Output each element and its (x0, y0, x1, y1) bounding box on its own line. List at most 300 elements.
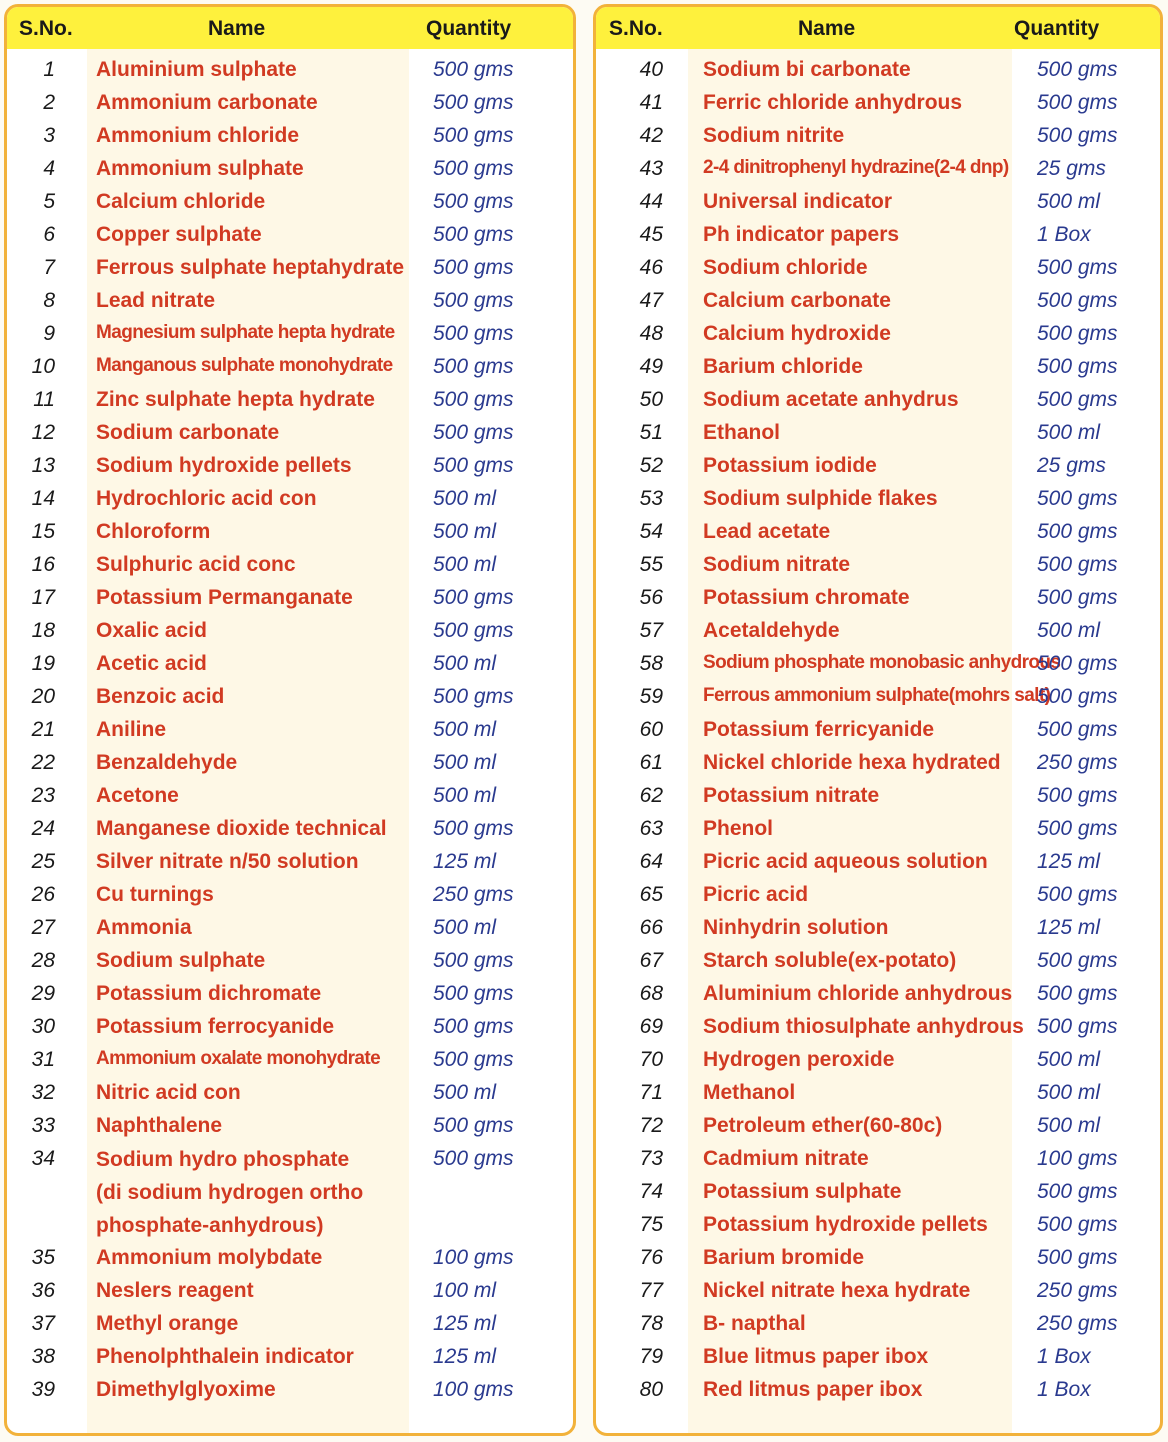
row-quantity: 500 gms (1037, 124, 1118, 147)
row-sno: 41 (639, 91, 663, 114)
row-quantity: 500 ml (433, 718, 497, 741)
table-row (7, 450, 573, 483)
row-name: Aluminium chloride anhydrous (703, 982, 1013, 1005)
row-quantity: 500 gms (1037, 487, 1118, 510)
row-name: Ammonia (96, 916, 192, 939)
table-row (7, 384, 573, 417)
row-sno: 44 (639, 190, 663, 213)
row-name: Sodium carbonate (96, 421, 280, 444)
row-sno: 22 (31, 751, 55, 774)
row-quantity: 250 gms (1037, 1279, 1118, 1302)
table-row (7, 186, 573, 219)
row-quantity: 500 gms (1037, 388, 1118, 411)
row-quantity: 500 ml (1037, 1081, 1101, 1104)
row-sno: 47 (639, 289, 663, 312)
header-quantity: Quantity (426, 17, 512, 40)
row-name: Barium chloride (703, 355, 863, 378)
row-sno: 6 (43, 223, 55, 246)
chemical-table-left (4, 4, 576, 1436)
row-quantity: 500 gms (1037, 883, 1118, 906)
table-body (596, 54, 1160, 1407)
row-quantity: 500 gms (433, 619, 514, 642)
row-sno: 13 (31, 454, 55, 477)
row-sno: 8 (43, 289, 55, 312)
row-sno: 55 (639, 553, 663, 576)
table-row (596, 153, 1160, 186)
table-row (7, 549, 573, 582)
row-name: Acetone (96, 784, 179, 807)
row-quantity: 500 gms (1037, 58, 1118, 81)
row-name: Sodium nitrite (703, 124, 845, 147)
row-name: Nickel nitrate hexa hydrate (703, 1279, 971, 1302)
table-row (7, 1374, 573, 1407)
table-row (7, 813, 573, 846)
row-name: Acetic acid (96, 652, 207, 675)
table-row (7, 1110, 573, 1143)
row-quantity: 500 gms (433, 190, 514, 213)
table-row (596, 318, 1160, 351)
row-quantity: 125 ml (433, 850, 497, 873)
table-row (596, 879, 1160, 912)
row-sno: 71 (639, 1081, 663, 1104)
table-row (7, 615, 573, 648)
row-name-line: Sodium hydro phosphate (96, 1148, 350, 1171)
table-row (7, 1143, 573, 1242)
row-name: Ammonium sulphate (96, 157, 304, 180)
table-row (7, 879, 573, 912)
row-name: Ph indicator papers (703, 223, 900, 246)
table-row (7, 912, 573, 945)
row-quantity: 500 gms (433, 1015, 514, 1038)
row-name: Methanol (703, 1081, 796, 1104)
row-name: Sodium hydroxide pellets (96, 454, 352, 477)
row-sno: 46 (639, 256, 663, 279)
row-name: Universal indicator (703, 190, 893, 213)
table-row (596, 186, 1160, 219)
table-row (596, 912, 1160, 945)
row-name: Phenolphthalein indicator (96, 1345, 354, 1368)
row-sno: 64 (639, 850, 663, 873)
row-sno: 78 (639, 1312, 663, 1335)
table-row (596, 615, 1160, 648)
row-name: Potassium hydroxide pellets (703, 1213, 988, 1236)
row-quantity: 500 gms (433, 58, 514, 81)
row-name: Sodium sulphide flakes (703, 487, 938, 510)
table-row (7, 714, 573, 747)
row-quantity: 250 gms (1037, 1312, 1118, 1335)
row-sno: 14 (31, 487, 55, 510)
row-quantity: 500 gms (433, 1048, 514, 1071)
row-name: Sodium nitrate (703, 553, 851, 576)
row-quantity: 1 Box (1037, 1345, 1091, 1368)
table-row (596, 747, 1160, 780)
row-sno: 53 (639, 487, 663, 510)
row-name: Silver nitrate n/50 solution (96, 850, 359, 873)
table-row (596, 1209, 1160, 1242)
row-quantity: 500 gms (433, 685, 514, 708)
table-row (7, 120, 573, 153)
row-name: Calcium carbonate (703, 289, 891, 312)
table-row (596, 351, 1160, 384)
row-quantity: 25 gms (1037, 157, 1106, 180)
row-name: Potassium chromate (703, 586, 910, 609)
row-sno: 43 (639, 157, 663, 180)
row-name: 2-4 dinitrophenyl hydrazine(2-4 dnp) (703, 157, 1009, 178)
row-quantity: 500 gms (1037, 553, 1118, 576)
table-row (7, 1011, 573, 1044)
row-quantity: 1 Box (1037, 1378, 1091, 1401)
row-sno: 21 (31, 718, 55, 741)
row-name: Phenol (703, 817, 774, 840)
row-sno: 39 (31, 1378, 55, 1401)
row-name: Sodium bi carbonate (703, 58, 911, 81)
row-name: Ferrous ammonium sulphate(mohrs salt) (703, 685, 1051, 706)
row-sno: 19 (31, 652, 55, 675)
row-name: Calcium chloride (96, 190, 266, 213)
row-quantity: 500 gms (1037, 817, 1118, 840)
row-quantity: 500 gms (1037, 520, 1118, 543)
row-sno: 35 (31, 1246, 55, 1269)
row-name: Naphthalene (96, 1114, 223, 1137)
table-row (7, 846, 573, 879)
row-sno: 10 (31, 355, 55, 378)
row-quantity: 500 gms (1037, 1015, 1118, 1038)
table-row (7, 747, 573, 780)
table-row (596, 1308, 1160, 1341)
row-name: Nitric acid con (96, 1081, 241, 1104)
row-name: B- napthal (703, 1312, 806, 1335)
row-sno: 5 (43, 190, 55, 213)
row-sno: 57 (639, 619, 663, 642)
row-name: Petroleum ether(60-80c) (703, 1114, 943, 1137)
table-row (7, 516, 573, 549)
table-row (596, 54, 1160, 87)
row-name: Ferrous sulphate heptahydrate (96, 256, 405, 279)
table-row (596, 87, 1160, 120)
row-name-line: (di sodium hydrogen ortho (96, 1181, 364, 1204)
row-name: Starch soluble(ex-potato) (703, 949, 957, 972)
row-quantity: 500 ml (433, 916, 497, 939)
table-row (596, 450, 1160, 483)
row-sno: 79 (639, 1345, 663, 1368)
table-row (596, 516, 1160, 549)
table-row (596, 1077, 1160, 1110)
row-quantity: 500 ml (1037, 619, 1101, 642)
row-sno: 67 (639, 949, 663, 972)
row-sno: 63 (639, 817, 663, 840)
row-name: Aluminium sulphate (96, 58, 297, 81)
row-quantity: 100 gms (433, 1378, 514, 1401)
row-sno: 61 (639, 751, 663, 774)
row-sno: 49 (639, 355, 663, 378)
row-quantity: 500 ml (433, 553, 497, 576)
table-row (596, 252, 1160, 285)
row-sno: 26 (31, 883, 55, 906)
row-sno: 17 (31, 586, 55, 609)
row-name: Cu turnings (96, 883, 214, 906)
row-name: Calcium hydroxide (703, 322, 891, 345)
row-name: Blue litmus paper ibox (703, 1345, 929, 1368)
row-sno: 54 (639, 520, 663, 543)
header-sno: S.No. (19, 17, 73, 40)
row-quantity: 500 gms (433, 982, 514, 1005)
row-quantity: 500 gms (1037, 685, 1118, 708)
row-name: Manganous sulphate monohydrate (96, 355, 393, 376)
table-body (7, 54, 573, 1407)
row-quantity: 500 gms (1037, 1246, 1118, 1269)
row-quantity: 500 gms (1037, 355, 1118, 378)
row-name: Chloroform (96, 520, 211, 543)
row-sno: 75 (639, 1213, 663, 1236)
row-name: Sodium acetate anhydrus (703, 388, 959, 411)
row-quantity: 500 ml (1037, 421, 1101, 444)
row-sno: 68 (639, 982, 663, 1005)
row-name: Benzaldehyde (96, 751, 238, 774)
row-quantity: 500 gms (1037, 289, 1118, 312)
table-row (596, 813, 1160, 846)
row-quantity: 500 gms (433, 124, 514, 147)
table-row (7, 417, 573, 450)
row-sno: 73 (639, 1147, 663, 1170)
header-sno: S.No. (609, 17, 663, 40)
row-sno: 18 (31, 619, 55, 642)
row-name: Sodium thiosulphate anhydrous (703, 1015, 1024, 1038)
table-row (596, 846, 1160, 879)
row-name: Ethanol (703, 421, 780, 444)
row-name: Potassium dichromate (96, 982, 322, 1005)
row-quantity: 125 ml (433, 1312, 497, 1335)
row-quantity: 500 gms (1037, 1213, 1118, 1236)
row-quantity: 125 ml (1037, 850, 1101, 873)
row-sno: 16 (31, 553, 55, 576)
row-sno: 12 (31, 421, 55, 444)
row-quantity: 500 gms (433, 949, 514, 972)
row-quantity: 500 gms (433, 355, 514, 378)
row-name-line: phosphate-anhydrous) (96, 1214, 324, 1237)
row-sno: 65 (639, 883, 663, 906)
table-row (596, 1011, 1160, 1044)
table-header (7, 7, 573, 49)
table-row (7, 252, 573, 285)
row-name: Lead acetate (703, 520, 831, 543)
table-row (7, 351, 573, 384)
row-quantity: 250 gms (433, 883, 514, 906)
row-sno: 76 (639, 1246, 663, 1269)
table-header (596, 7, 1160, 49)
row-quantity: 125 ml (1037, 916, 1101, 939)
row-sno: 69 (639, 1015, 663, 1038)
row-quantity: 500 ml (433, 784, 497, 807)
table-row (7, 318, 573, 351)
row-quantity: 25 gms (1037, 454, 1106, 477)
row-quantity: 500 gms (433, 1114, 514, 1137)
row-name: Hydrogen peroxide (703, 1048, 895, 1071)
table-row (596, 1242, 1160, 1275)
row-sno: 4 (43, 157, 55, 180)
row-name: Picric acid (703, 883, 809, 906)
table-row (7, 648, 573, 681)
row-name: Copper sulphate (96, 223, 262, 246)
row-quantity: 500 gms (433, 322, 514, 345)
row-name: Sodium phosphate monobasic anhydrous (703, 652, 1061, 673)
row-quantity: 500 gms (433, 817, 514, 840)
row-name: Ninhydrin solution (703, 916, 889, 939)
row-sno: 40 (639, 58, 663, 81)
row-quantity: 500 gms (433, 91, 514, 114)
table-row (7, 219, 573, 252)
row-sno: 25 (31, 850, 55, 873)
table-row (596, 1044, 1160, 1077)
row-name: Picric acid aqueous solution (703, 850, 988, 873)
row-sno: 30 (31, 1015, 55, 1038)
row-sno: 9 (43, 322, 55, 345)
row-name: Ammonium oxalate monohydrate (96, 1048, 381, 1069)
table-row (7, 978, 573, 1011)
row-quantity: 500 gms (1037, 784, 1118, 807)
row-name: Potassium ferrocyanide (96, 1015, 335, 1038)
table-row (596, 714, 1160, 747)
table-row (596, 681, 1160, 714)
row-name: Potassium sulphate (703, 1180, 902, 1203)
row-quantity: 250 gms (1037, 751, 1118, 774)
row-quantity: 500 gms (433, 454, 514, 477)
row-quantity: 500 gms (433, 421, 514, 444)
row-sno: 66 (639, 916, 663, 939)
row-name: Neslers reagent (96, 1279, 254, 1302)
row-name: Oxalic acid (96, 619, 207, 642)
row-sno: 56 (639, 586, 663, 609)
table-row (7, 945, 573, 978)
row-sno: 51 (639, 421, 663, 444)
table-row (7, 87, 573, 120)
row-quantity: 500 ml (433, 487, 497, 510)
row-name: Potassium iodide (703, 454, 877, 477)
table-row (7, 153, 573, 186)
row-name: Lead nitrate (96, 289, 216, 312)
row-quantity: 500 ml (1037, 1114, 1101, 1137)
row-name: Manganese dioxide technical (96, 817, 387, 840)
table-row (596, 978, 1160, 1011)
row-name: Nickel chloride hexa hydrated (703, 751, 1001, 774)
table-row (596, 549, 1160, 582)
table-row (596, 1374, 1160, 1407)
row-quantity: 500 gms (1037, 91, 1118, 114)
row-sno: 31 (31, 1048, 55, 1071)
row-name: Hydrochloric acid con (96, 487, 317, 510)
row-sno: 3 (43, 124, 55, 147)
row-sno: 72 (639, 1114, 663, 1137)
row-sno: 37 (31, 1312, 55, 1335)
row-quantity: 100 gms (433, 1246, 514, 1269)
row-quantity: 500 gms (1037, 1180, 1118, 1203)
header-quantity: Quantity (1014, 17, 1100, 40)
row-sno: 62 (639, 784, 663, 807)
row-quantity: 500 gms (433, 388, 514, 411)
row-name: Magnesium sulphate hepta hydrate (96, 322, 395, 343)
row-sno: 11 (33, 388, 55, 411)
table-row (7, 483, 573, 516)
row-sno: 2 (43, 91, 55, 114)
row-name: Sodium sulphate (96, 949, 266, 972)
table-row (7, 1242, 573, 1275)
table-row (596, 582, 1160, 615)
table-row (7, 1308, 573, 1341)
row-quantity: 500 gms (1037, 982, 1118, 1005)
table-row (7, 1077, 573, 1110)
row-name (96, 1143, 363, 1242)
table-row (596, 1275, 1160, 1308)
row-sno: 77 (639, 1279, 663, 1302)
table-row (7, 1275, 573, 1308)
row-sno: 1 (43, 58, 55, 81)
row-quantity: 500 ml (433, 652, 497, 675)
row-quantity: 500 gms (1037, 586, 1118, 609)
row-quantity: 100 gms (1037, 1147, 1118, 1170)
row-quantity: 100 ml (433, 1279, 497, 1302)
row-name: Zinc sulphate hepta hydrate (96, 388, 375, 411)
row-sno: 7 (43, 256, 55, 279)
row-quantity: 125 ml (433, 1345, 497, 1368)
row-quantity: 500 gms (433, 289, 514, 312)
row-quantity: 1 Box (1037, 223, 1091, 246)
row-sno: 70 (639, 1048, 663, 1071)
row-sno: 50 (639, 388, 663, 411)
table-row (596, 1176, 1160, 1209)
row-name: Potassium nitrate (703, 784, 880, 807)
table-row (596, 648, 1160, 681)
header-name: Name (798, 17, 856, 40)
table-row (596, 1143, 1160, 1176)
row-name: Benzoic acid (96, 685, 225, 708)
row-sno: 15 (31, 520, 55, 543)
table-row (596, 945, 1160, 978)
row-quantity: 500 gms (433, 586, 514, 609)
row-name: Sulphuric acid conc (96, 553, 296, 576)
row-sno: 60 (639, 718, 663, 741)
table-row (596, 780, 1160, 813)
row-quantity: 500 gms (1037, 322, 1118, 345)
row-quantity: 500 ml (1037, 190, 1101, 213)
row-name: Ammonium molybdate (96, 1246, 323, 1269)
chemical-table-right (593, 4, 1163, 1436)
row-name: Sodium chloride (703, 256, 868, 279)
row-quantity: 500 gms (433, 256, 514, 279)
row-sno: 24 (31, 817, 55, 840)
row-sno: 28 (31, 949, 55, 972)
row-name: Methyl orange (96, 1312, 239, 1335)
row-sno: 52 (639, 454, 663, 477)
row-sno: 32 (31, 1081, 55, 1104)
row-sno: 38 (31, 1345, 55, 1368)
table-row (596, 483, 1160, 516)
row-sno: 45 (639, 223, 663, 246)
row-sno: 27 (31, 916, 55, 939)
row-quantity: 500 ml (433, 520, 497, 543)
row-quantity: 500 ml (1037, 1048, 1101, 1071)
table-row (596, 384, 1160, 417)
table-row (596, 417, 1160, 450)
row-sno: 34 (31, 1147, 55, 1170)
row-sno: 80 (639, 1378, 663, 1401)
table-row (7, 1044, 573, 1077)
row-sno: 36 (31, 1279, 55, 1302)
table-row (7, 285, 573, 318)
table-row (7, 1341, 573, 1374)
row-quantity: 500 gms (433, 157, 514, 180)
row-name: Red litmus paper ibox (703, 1378, 923, 1401)
row-sno: 58 (639, 652, 663, 675)
row-quantity: 500 gms (433, 223, 514, 246)
